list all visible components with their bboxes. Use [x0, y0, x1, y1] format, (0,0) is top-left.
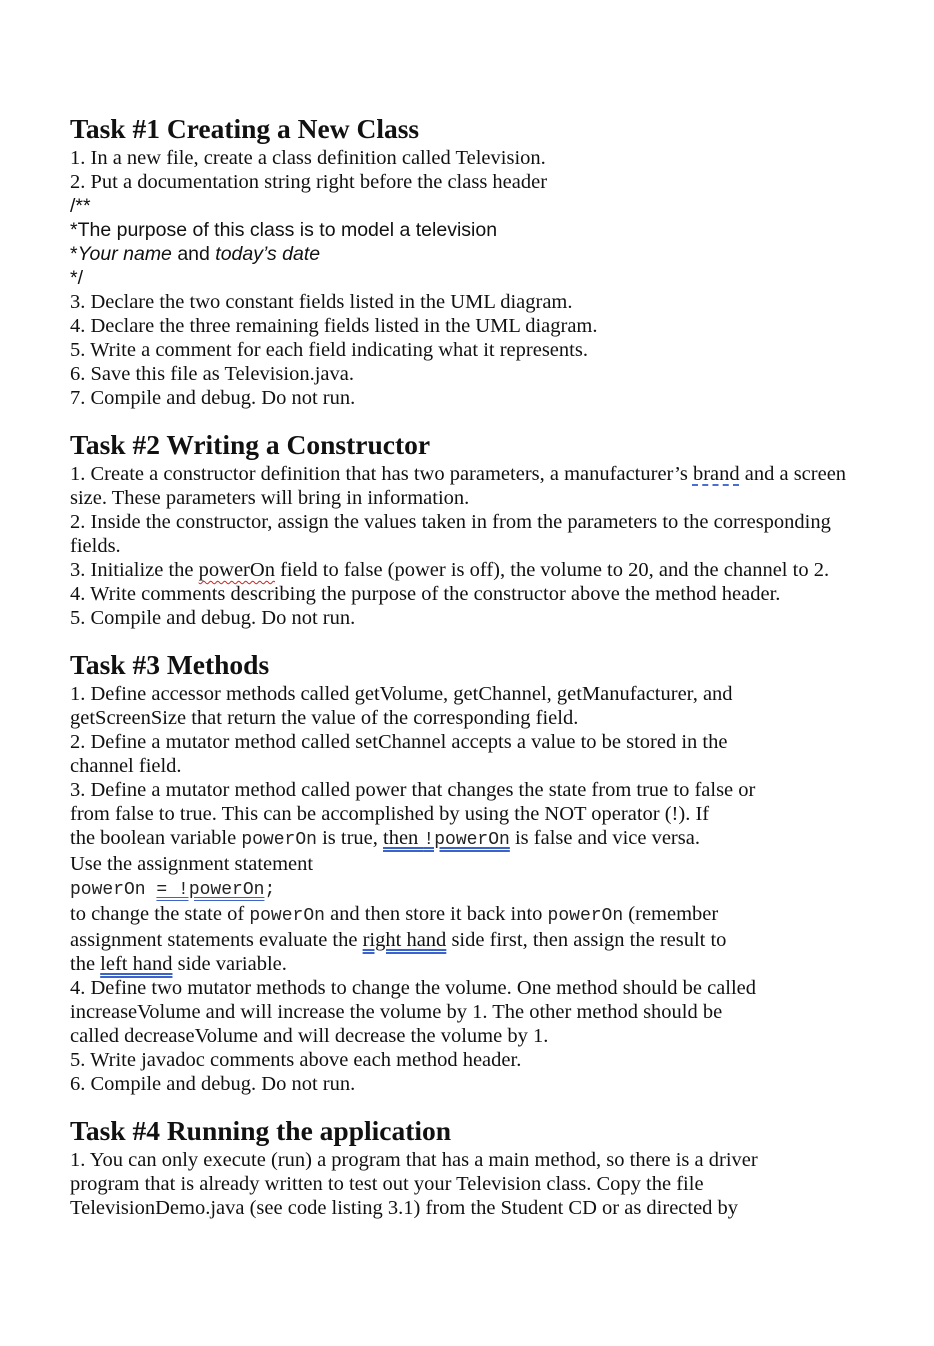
task-2-step-2-line-1: 2. Inside the constructor, assign the values taken in from the parameters to the corresponding: [70, 511, 831, 533]
task-3-step-3-line-7: [70, 928, 890, 952]
task-2-step-1-line-1: [70, 462, 890, 486]
task-1-step-3: 3. Declare the two constant fields listed in the UML diagram.: [70, 291, 573, 313]
task-1-step-1: 1. In a new file, create a class definition called Television.: [70, 147, 546, 169]
doc-comment-open: /**: [70, 195, 91, 217]
section-spacer: [70, 410, 890, 428]
section-spacer: [70, 630, 890, 648]
code-lhs: powerOn: [70, 880, 157, 900]
grammar-flag-then: then: [383, 827, 424, 849]
grammar-flag-brand: brand: [692, 463, 740, 485]
task-3-step-4-line-3: called decreaseVolume and will decrease the volume by 1.: [70, 1025, 549, 1047]
task-4-step-1-line-1: 1. You can only execute (run) a program that has a main method, so there is a driver: [70, 1149, 758, 1171]
task-3-step-1-line-1: 1. Define accessor methods called getVolume, getChannel, getManufacturer, and: [70, 683, 733, 705]
task-3-step-6: 6. Compile and debug. Do not run.: [70, 1073, 356, 1095]
inline-code-poweron: powerOn: [241, 830, 317, 850]
grammar-flag-then-poweron: [383, 827, 510, 849]
line-text: the boolean variable: [70, 827, 242, 849]
task-1-step-5: 5. Write a comment for each field indicating what it represents.: [70, 339, 588, 361]
task-1-step-4: 4. Declare the three remaining fields listed in the UML diagram.: [70, 315, 598, 337]
task-2-step-5: 5. Compile and debug. Do not run.: [70, 607, 356, 629]
task-3-step-3-line-1: 3. Define a mutator method called power that changes the state from true to false or: [70, 779, 756, 801]
task-3-step-2-line-1: 2. Define a mutator method called setChannel accepts a value to be stored in the: [70, 731, 728, 753]
doc-comment-close: */: [70, 267, 84, 289]
line-text: (remember: [623, 903, 719, 925]
inline-code-poweron: powerOn: [249, 906, 325, 926]
line-text: assignment statements evaluate the: [70, 929, 363, 951]
code-statement-line: [70, 876, 890, 902]
task-3-step-3-line-3: [70, 826, 890, 852]
grammar-flag-left-hand: left hand: [100, 953, 173, 975]
task-4-section: [70, 1114, 890, 1220]
line-text: and then store it back into: [324, 903, 548, 925]
grammar-flag-code-rhs: = !powerOn: [156, 880, 265, 900]
inline-code-not-poweron: !powerOn: [423, 830, 510, 850]
line-text: side variable.: [172, 953, 287, 975]
task-1-step-7: 7. Compile and debug. Do not run.: [70, 387, 356, 409]
task-2-step-1-line-2: size. These parameters will bring in information.: [70, 487, 470, 509]
doc-comment-date: today’s date: [215, 243, 321, 265]
code-semicolon: ;: [264, 880, 276, 900]
task-1-step-2: 2. Put a documentation string right before the class header: [70, 171, 548, 193]
task-3-heading: Task #3 Methods: [70, 649, 270, 680]
doc-comment-star: *: [70, 243, 78, 265]
task-3-step-3-line-2: from false to true. This can be accomplished by using the NOT operator (!). If: [70, 803, 710, 825]
task-2-step-2-line-2: fields.: [70, 535, 121, 557]
task-1-heading: Task #1 Creating a New Class: [70, 113, 420, 144]
section-spacer: [70, 1096, 890, 1114]
task-4-step-1-line-3: TelevisionDemo.java (see code listing 3.1) from the Student CD or as directed by: [70, 1197, 739, 1219]
task-2-step-3-text-b: field to false (power is off), the volume to 20, and the channel to 2.: [274, 559, 830, 581]
task-3-step-4-line-2: increaseVolume and will increase the volume by 1. The other method should be: [70, 1001, 723, 1023]
task-3-step-3-line-6: [70, 902, 890, 928]
doc-comment-author-line: [70, 242, 890, 266]
doc-comment-your-name: Your name: [77, 243, 172, 265]
line-text: is true,: [316, 827, 383, 849]
task-3-step-3-line-8: [70, 952, 890, 976]
line-text: side first, then assign the result to: [446, 929, 727, 951]
task-3-step-1-line-2: getScreenSize that return the value of the corresponding field.: [70, 707, 579, 729]
inline-code-poweron: powerOn: [547, 906, 624, 926]
document-page: [70, 112, 890, 1220]
task-2-step-1-text-b: and a screen: [739, 463, 847, 485]
task-2-step-1-text-a: 1. Create a constructor definition that has two parameters, a manufacturer’s: [70, 463, 693, 485]
task-1-section: [70, 112, 890, 410]
task-4-step-1-line-2: program that is already written to test out your Television class. Copy the file: [70, 1173, 704, 1195]
task-3-step-5: 5. Write javadoc comments above each method header.: [70, 1049, 522, 1071]
task-4-heading: Task #4 Running the application: [70, 1115, 452, 1146]
line-text: is false and vice versa.: [509, 827, 700, 849]
task-3-step-3-line-4: Use the assignment statement: [70, 853, 314, 875]
task-3-step-2-line-2: channel field.: [70, 755, 182, 777]
task-2-step-4: 4. Write comments describing the purpose of the constructor above the method header.: [70, 583, 781, 605]
grammar-flag-right-hand: right hand: [362, 929, 447, 951]
task-2-section: [70, 428, 890, 630]
spell-flag-poweron: powerOn: [198, 559, 275, 581]
task-2-heading: Task #2 Writing a Constructor: [70, 429, 431, 460]
doc-comment-purpose: *The purpose of this class is to model a television: [70, 219, 498, 241]
task-1-step-6: 6. Save this file as Television.java.: [70, 363, 354, 385]
line-text: the: [70, 953, 101, 975]
task-3-section: [70, 648, 890, 1096]
task-3-step-4-line-1: 4. Define two mutator methods to change the volume. One method should be called: [70, 977, 757, 999]
line-text: to change the state of: [70, 903, 250, 925]
task-2-step-3: [70, 558, 890, 582]
doc-comment-and: and: [171, 243, 216, 265]
task-2-step-3-text-a: 3. Initialize the: [70, 559, 199, 581]
